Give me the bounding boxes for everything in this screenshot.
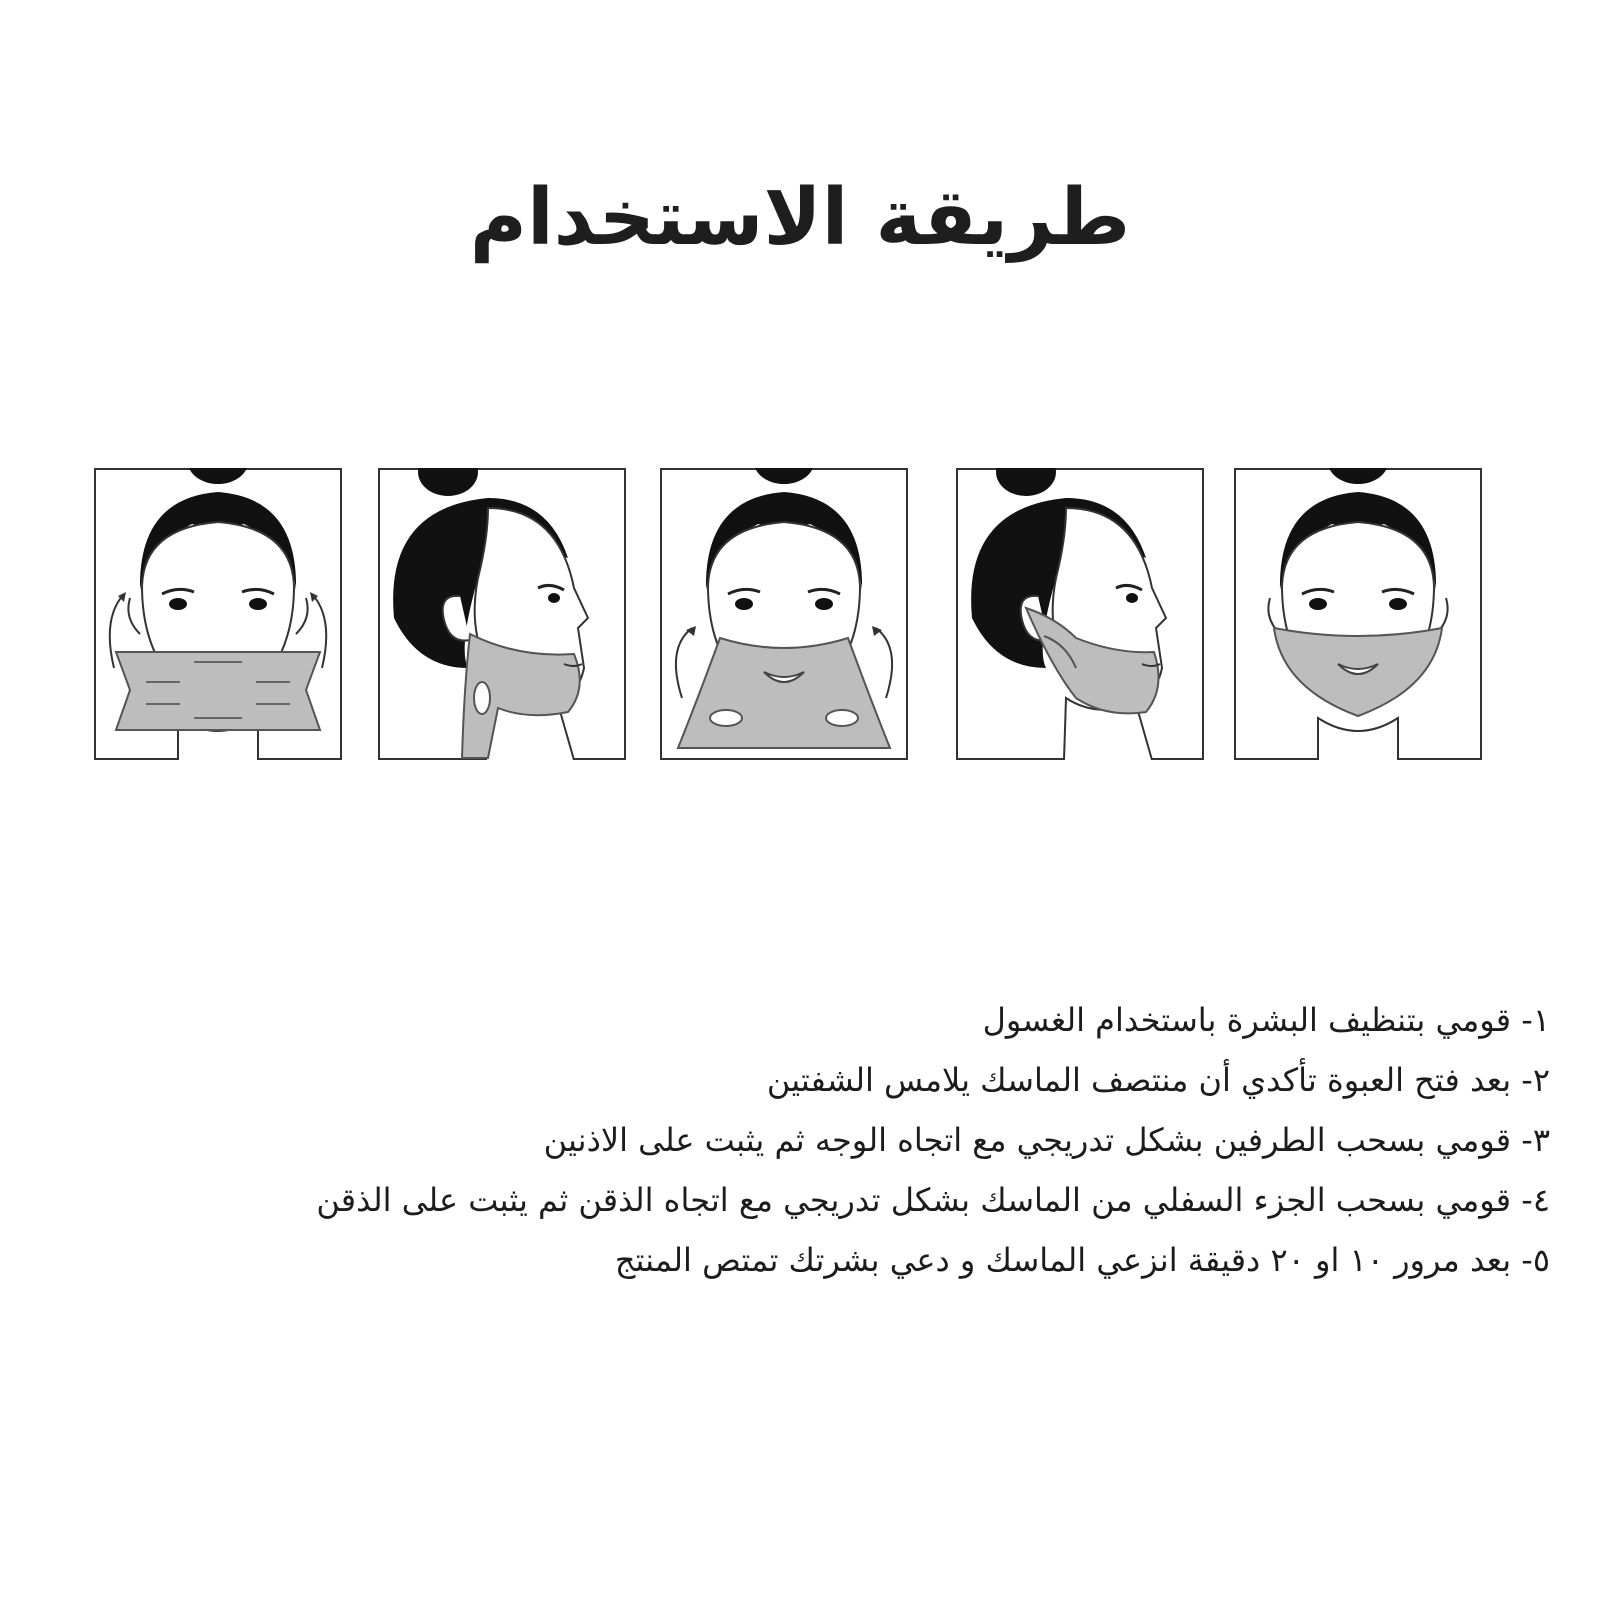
step-1-illustration <box>94 468 342 760</box>
illustration-panel-5 <box>1234 468 1482 760</box>
instruction-step-5: ٥- بعد مرور ١٠ او ٢٠ دقيقة انزعي الماسك و دعي بشرتك تمتص المنتج <box>614 1241 1550 1279</box>
instruction-step-3: ٣- قومي بسحب الطرفين بشكل تدريجي مع اتجاه الوجه ثم يثبت على الاذنين <box>543 1121 1550 1159</box>
illustration-panel-3 <box>660 468 908 760</box>
step-2-illustration <box>378 468 626 760</box>
step-5-illustration <box>1234 468 1482 760</box>
page-title: طريقة الاستخدام <box>469 173 1131 263</box>
illustration-panel-2 <box>378 468 626 760</box>
instruction-step-4: ٤- قومي بسحب الجزء السفلي من الماسك بشكل تدريجي مع اتجاه الذقن ثم يثبت على الذقن <box>316 1181 1550 1219</box>
illustration-panel-4 <box>956 468 1204 760</box>
instruction-step-2: ٢- بعد فتح العبوة تأكدي أن منتصف الماسك يلامس الشفتين <box>766 1061 1550 1099</box>
step-3-illustration <box>660 468 908 760</box>
step-4-illustration <box>956 468 1204 760</box>
illustration-panel-1 <box>94 468 342 760</box>
instruction-list <box>30 990 1550 1290</box>
instruction-step-1: ١- قومي بتنظيف البشرة باستخدام الغسول <box>982 1001 1550 1039</box>
